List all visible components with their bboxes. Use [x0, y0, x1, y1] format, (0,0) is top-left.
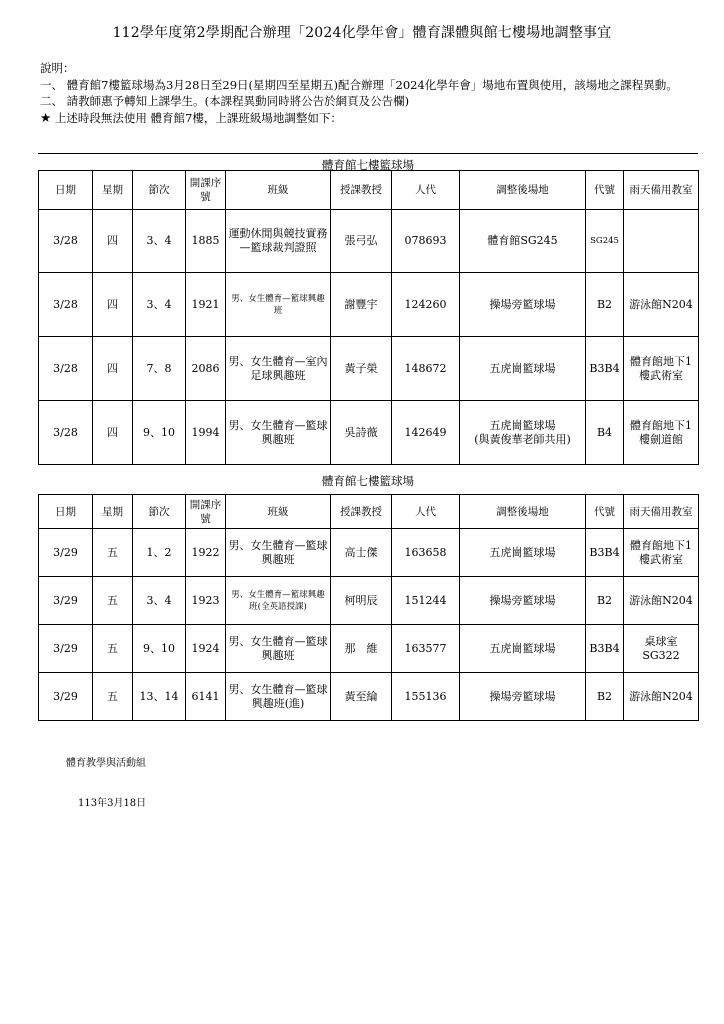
table-row [39, 210, 699, 273]
notes-line-1: 一、 體育館7樓籃球場為3月28日至29日(星期四至星期五)配合辦理「2024化學年會」場地布置與使用，該場地之課程異動。 [40, 77, 678, 92]
cell-course-no: 1922 [186, 529, 226, 577]
table-row [39, 273, 699, 337]
notes-line-star [40, 110, 702, 127]
schedule-table-1 [38, 170, 699, 465]
cell-period: 7、8 [133, 337, 186, 401]
cell-course-no: 6141 [186, 673, 226, 721]
cell-rain-room: 游泳館N204 [624, 577, 699, 625]
cell-teacher: 黃至綸 [331, 673, 392, 721]
header-rain-room: 雨天備用教室 [624, 495, 699, 529]
schedule-table-2 [38, 494, 699, 721]
cell-venue: 操場旁籃球場 [460, 673, 586, 721]
divider [38, 153, 698, 154]
header-weekday: 星期 [93, 495, 133, 529]
cell-date: 3/28 [39, 337, 93, 401]
document-title: 112學年度第2學期配合辦理「2024化學年會」體育課體與館七樓場地調整事宜 [112, 25, 612, 41]
cell-weekday: 五 [93, 577, 133, 625]
cell-course-no: 1923 [186, 577, 226, 625]
cell-rep: 078693 [392, 210, 460, 273]
department-name: 體育教學與活動組 [66, 758, 146, 769]
cell-rep: 163658 [392, 529, 460, 577]
cell-period: 9、10 [133, 401, 186, 465]
cell-venue: 操場旁籃球場 [460, 273, 586, 337]
cell-weekday: 四 [93, 273, 133, 337]
cell-class: 男、女生體育—籃球興趣班(全英語授課) [226, 577, 331, 625]
notes-section [40, 60, 702, 126]
cell-rep: 151244 [392, 577, 460, 625]
cell-course-no: 1921 [186, 273, 226, 337]
cell-class: 男、女生體育—籃球興趣班 [226, 625, 331, 673]
header-code: 代號 [586, 495, 624, 529]
header-period: 節次 [133, 495, 186, 529]
table-row [39, 625, 699, 673]
header-class: 班級 [226, 171, 331, 210]
cell-course-no: 2086 [186, 337, 226, 401]
cell-date: 3/29 [39, 625, 93, 673]
table-2-caption: 體育館七樓籃球場 [322, 474, 414, 488]
header-course-no: 開課序號 [186, 495, 226, 529]
header-teacher: 授課教授 [331, 495, 392, 529]
header-weekday: 星期 [93, 171, 133, 210]
cell-weekday: 五 [93, 625, 133, 673]
cell-teacher: 那 維 [331, 625, 392, 673]
header-course-no: 開課序號 [186, 171, 226, 210]
table-header-row [39, 171, 699, 210]
table-1-caption: 體育館七樓籃球場 [322, 158, 414, 172]
cell-weekday: 四 [93, 401, 133, 465]
cell-code: B2 [586, 273, 624, 337]
cell-teacher: 張弓弘 [331, 210, 392, 273]
cell-venue: 五虎崗籃球場 (與黃俊華老師共用) [460, 401, 586, 465]
cell-class: 男、女生體育—室內足球興趣班 [226, 337, 331, 401]
cell-teacher: 吳詩薇 [331, 401, 392, 465]
cell-period: 3、4 [133, 273, 186, 337]
cell-course-no: 1885 [186, 210, 226, 273]
star-text: 上述時段無法使用 體育館7樓，上課班級場地調整如下： [54, 110, 342, 125]
header-rain-room: 雨天備用教室 [624, 171, 699, 210]
cell-class: 運動休閒與競技實務—籃球裁判證照 [226, 210, 331, 273]
cell-rep: 155136 [392, 673, 460, 721]
cell-date: 3/28 [39, 401, 93, 465]
cell-teacher: 謝豐宇 [331, 273, 392, 337]
header-rep: 人代 [392, 171, 460, 210]
cell-rain-room: 桌球室SG322 [624, 625, 699, 673]
header-code: 代號 [586, 171, 624, 210]
table-row [39, 577, 699, 625]
header-date: 日期 [39, 171, 93, 210]
cell-teacher: 柯明辰 [331, 577, 392, 625]
cell-code: B3B4 [586, 625, 624, 673]
cell-date: 3/29 [39, 529, 93, 577]
header-date: 日期 [39, 495, 93, 529]
cell-period: 9、10 [133, 625, 186, 673]
cell-rain-room: 體育館地下1樓武術室 [624, 529, 699, 577]
cell-code: B3B4 [586, 529, 624, 577]
cell-class: 男、女生體育—籃球興趣班 [226, 529, 331, 577]
header-teacher: 授課教授 [331, 171, 392, 210]
cell-code: B4 [586, 401, 624, 465]
cell-date: 3/28 [39, 273, 93, 337]
cell-weekday: 五 [93, 529, 133, 577]
cell-date: 3/28 [39, 210, 93, 273]
cell-date: 3/29 [39, 577, 93, 625]
cell-rep: 124260 [392, 273, 460, 337]
document-date: 113年3月18日 [78, 798, 147, 809]
cell-course-no: 1994 [186, 401, 226, 465]
cell-code: SG245 [586, 210, 624, 273]
table-header-row [39, 495, 699, 529]
cell-period: 3、4 [133, 210, 186, 273]
cell-venue: 操場旁籃球場 [460, 577, 586, 625]
cell-course-no: 1924 [186, 625, 226, 673]
cell-period: 1、2 [133, 529, 186, 577]
cell-rep: 163577 [392, 625, 460, 673]
cell-code: B3B4 [586, 337, 624, 401]
table-row [39, 401, 699, 465]
cell-weekday: 四 [93, 337, 133, 401]
header-rep: 人代 [392, 495, 460, 529]
header-venue: 調整後場地 [460, 495, 586, 529]
cell-rain-room: 體育館地下1樓武術室 [624, 337, 699, 401]
cell-class: 男、女生體育—籃球興趣班 [226, 401, 331, 465]
cell-rain-room: 體育館地下1樓劍道館 [624, 401, 699, 465]
cell-venue: 五虎崗籃球場 [460, 337, 586, 401]
notes-heading: 說明： [40, 61, 75, 75]
cell-teacher: 黃子榮 [331, 337, 392, 401]
cell-code: B2 [586, 673, 624, 721]
cell-weekday: 五 [93, 673, 133, 721]
cell-teacher: 高士傑 [331, 529, 392, 577]
table-row [39, 337, 699, 401]
cell-weekday: 四 [93, 210, 133, 273]
cell-class: 男、女生體育—籃球興趣班 [226, 273, 331, 337]
cell-rain-room: 游泳館N204 [624, 673, 699, 721]
table-row [39, 529, 699, 577]
cell-venue: 五虎崗籃球場 [460, 625, 586, 673]
notes-line-2: 二、 請教師惠予轉知上課學生。(本課程異動同時將公告於網頁及公告欄) [40, 94, 410, 108]
header-class: 班級 [226, 495, 331, 529]
cell-code: B2 [586, 577, 624, 625]
table-row [39, 673, 699, 721]
cell-period: 13、14 [133, 673, 186, 721]
cell-class: 男、女生體育—籃球興趣班(進) [226, 673, 331, 721]
cell-rep: 148672 [392, 337, 460, 401]
cell-venue: 五虎崗籃球場 [460, 529, 586, 577]
star-icon: ★ [40, 109, 52, 125]
cell-rep: 142649 [392, 401, 460, 465]
cell-venue: 體育館SG245 [460, 210, 586, 273]
header-venue: 調整後場地 [460, 171, 586, 210]
cell-rain-room [624, 210, 699, 273]
cell-rain-room: 游泳館N204 [624, 273, 699, 337]
header-period: 節次 [133, 171, 186, 210]
cell-date: 3/29 [39, 673, 93, 721]
cell-period: 3、4 [133, 577, 186, 625]
